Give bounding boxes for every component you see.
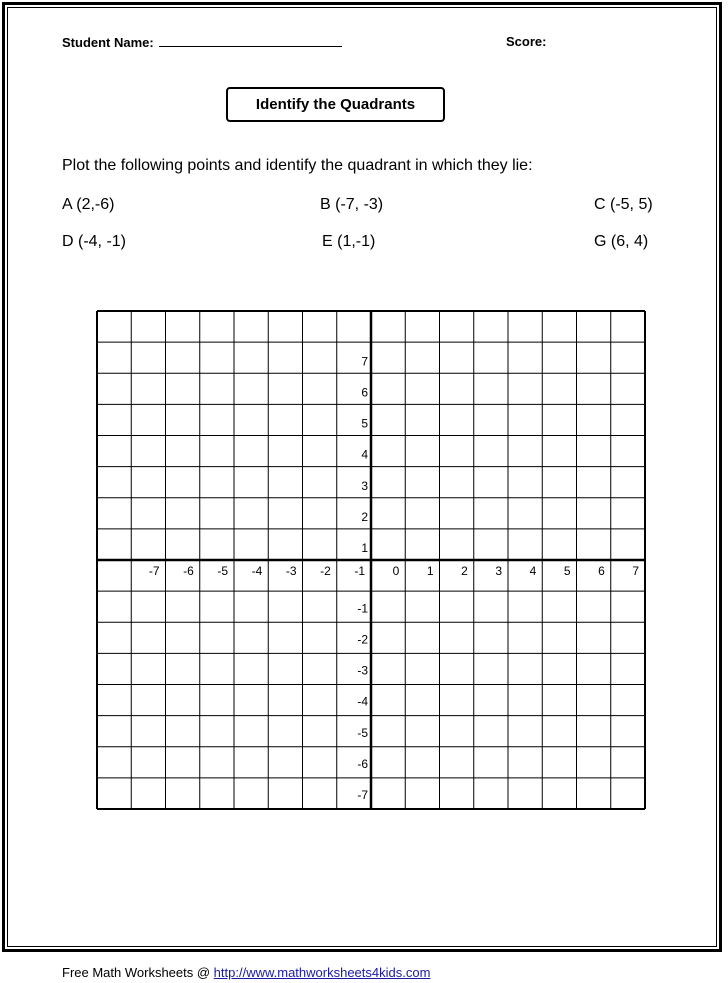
x-tick-label: -6	[183, 564, 194, 578]
point-g: G (6, 4)	[594, 233, 649, 250]
x-tick-label: 5	[563, 564, 571, 578]
x-tick-label: 3	[495, 564, 502, 578]
x-tick-label: -2	[320, 564, 331, 578]
x-tick-label: -7	[148, 564, 160, 578]
footer-prefix: Free Math Worksheets @	[62, 965, 214, 980]
y-tick-label: 7	[361, 354, 368, 369]
instructions: Plot the following points and identify the quadrant in which they lie:	[62, 157, 533, 174]
y-tick-label: -6	[357, 756, 368, 771]
y-tick-label: -4	[357, 694, 368, 709]
x-tick-label: 4	[529, 564, 537, 578]
y-tick-label: 2	[361, 509, 368, 524]
y-tick-label: -1	[357, 601, 368, 616]
point-a: A (2,-6)	[62, 196, 115, 213]
footer	[62, 965, 430, 980]
footer-link[interactable]: http://www.mathworksheets4kids.com	[213, 965, 431, 980]
x-tick-label: 7	[632, 564, 639, 578]
y-tick-label: -7	[357, 788, 368, 802]
y-tick-label: 4	[361, 447, 368, 462]
worksheet-title: Identify the Quadrants	[226, 87, 445, 122]
y-tick-label: 3	[361, 478, 368, 493]
x-tick-label: -5	[217, 564, 228, 578]
y-tick-label: -3	[357, 663, 368, 678]
y-tick-label: 5	[361, 416, 368, 431]
x-tick-label: -1	[354, 564, 365, 578]
y-tick-label: 1	[361, 541, 368, 555]
x-tick-label: -4	[251, 564, 263, 578]
x-tick-label: 1	[426, 564, 434, 578]
point-c: C (-5, 5)	[594, 196, 653, 213]
point-b: B (-7, -3)	[320, 196, 384, 213]
x-tick-label: -3	[285, 564, 297, 578]
point-d: D (-4, -1)	[62, 233, 126, 250]
x-tick-label: 6	[598, 564, 605, 578]
x-tick-label: 0	[392, 564, 400, 578]
y-tick-label: -2	[357, 632, 368, 647]
point-e: E (1,-1)	[322, 233, 376, 250]
y-tick-label: -5	[357, 725, 368, 740]
x-tick-label: 2	[461, 564, 468, 578]
y-tick-label: 6	[361, 385, 368, 400]
student-name-label: Student Name:	[62, 35, 154, 50]
score-label: Score:	[506, 34, 547, 49]
grid-lines	[97, 311, 645, 809]
grid-labels	[149, 354, 639, 802]
